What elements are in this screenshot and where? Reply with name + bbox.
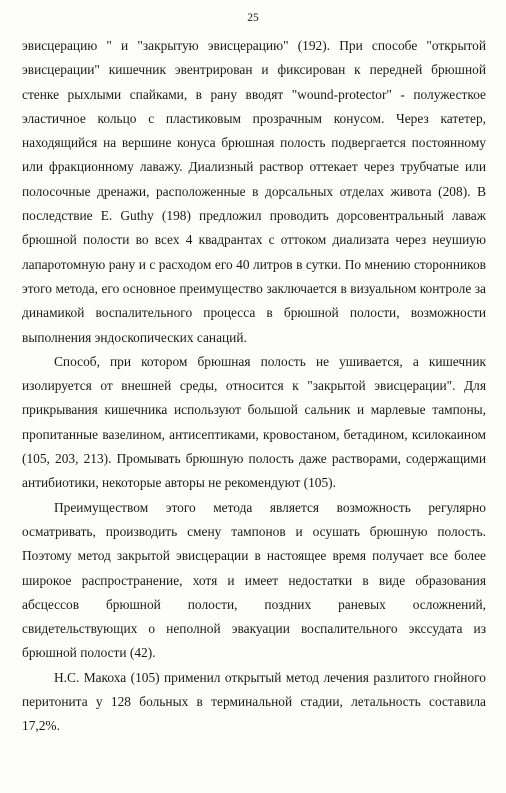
document-body [22, 34, 486, 739]
paragraph: Способ, при котором брюшная полость не ушивается, а кишечник изолируется от внешней среды, относится к "закрытой эвисцерации". Для прикрывания кишечника используют большой сальник и марлевые тампоны, пропитанные вазелином, антисептиками, кровостаном, бетадином, ксилокаином (105, 203, 213). Промывать брюшную полость даже растворами, содержащими антибиотики, некоторые авторы не рекомендуют (105). [22, 353, 486, 491]
paragraph: эвисцерацию " и "закрытую эвисцерацию" (192). При способе "открытой эвисцерации" кишечник эвентрирован и фиксирован к передней брюшной стенке рыхлыми спайками, в рану вводят "wound-protector" - полужесткое эластичное кольцо с пластиковым прозрачным конусом. Через катетер, находящийся на вершине конуса брюшная полость подвергается постоянному или фракционному лаважу. Диализный раствор оттекает через трубчатые или полосочные дренажи, расположенные в дорсальных отделах живота (208). В последствие E. Guthy (198) предложил проводить дорсовентральный лаваж брюшной полости во всех 4 квадрантах с оттоком диализата через неушиую лапаротомную рану и с расходом его 40 литров в сутки. По мнению сторонников этого метода, его основное преимущество заключается в визуальном контроле за динамикой воспалительного процесса в брюшной полости, возможности выполнения эндоскопических санаций. [22, 38, 486, 345]
paragraph: Н.С. Макоха (105) применил открытый метод лечения разлитого гнойного перитонита у 128 больных в терминальной стадии, летальность составила 17,2%. [22, 669, 486, 734]
page-number: 25 [247, 12, 259, 24]
paragraph: Преимуществом этого метода является возможность регулярно осматривать, производить смену тампонов и осушать брюшную полость. Поэтому метод закрытой эвисцерации в настоящее время получает все более широкое распространение, хотя и имеет недостатки в виде образования абсцессов брюшной полости, поздних раневых осложнений, свидетельствующих о неполной эвакуации воспалительного экссудата из брюшной полости (42). [22, 499, 486, 661]
